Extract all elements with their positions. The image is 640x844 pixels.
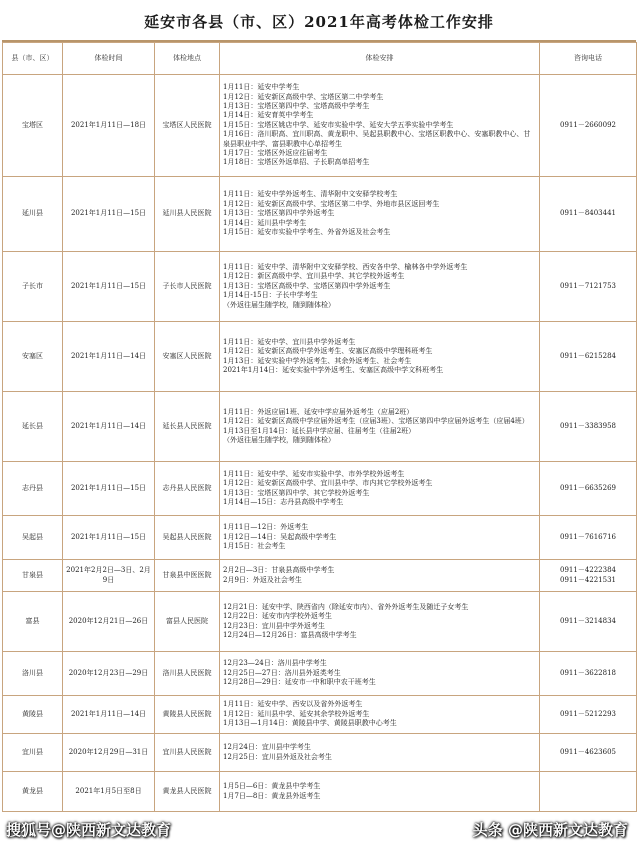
schedule-line: 1月11日：外返应届1班、延安中学应届外返考生（应届2班） bbox=[223, 407, 414, 416]
schedule-cell bbox=[220, 772, 540, 812]
place-cell: 延川县人民医院 bbox=[155, 177, 220, 252]
schedule-line: 2月2日—3日：甘泉县高级中学考生 bbox=[223, 566, 335, 575]
schedule-line: 1月15日：延安市实验中学考生、外省外返及社会考生 bbox=[223, 228, 391, 237]
phone-number: 0911－4623605 bbox=[560, 747, 616, 756]
county-cell: 延川县 bbox=[3, 177, 63, 252]
schedule-cell bbox=[220, 392, 540, 462]
county-cell: 安塞区 bbox=[3, 322, 63, 392]
county-cell: 洛川县 bbox=[3, 652, 63, 696]
schedule-line: 1月7日—8日：黄龙县外返考生 bbox=[223, 791, 321, 800]
schedule-line: 1月13日：宝塔区高级中学、宝塔区第四中学外返考生 bbox=[223, 281, 391, 290]
header-time: 体检时间 bbox=[63, 43, 155, 75]
schedule-line: 1月12日—14日：吴起高级中学考生 bbox=[223, 532, 337, 541]
place-cell: 黄龙县人民医院 bbox=[155, 772, 220, 812]
schedule-cell bbox=[220, 462, 540, 516]
time-cell: 2021年1月11日—14日 bbox=[63, 322, 155, 392]
schedule-line: 1月15日：社会考生 bbox=[223, 542, 286, 551]
schedule-line: 2月9日：外返及社会考生 bbox=[223, 575, 302, 584]
phone-number: 0911－4222384 bbox=[560, 566, 616, 575]
phone-number: 0911－3383958 bbox=[560, 421, 616, 430]
phone-cell bbox=[540, 75, 637, 177]
schedule-line: 1月13日：延安实验中学外返考生、其余外返考生、社会考生 bbox=[223, 356, 412, 365]
table-row bbox=[3, 252, 637, 322]
place-cell: 安塞区人民医院 bbox=[155, 322, 220, 392]
place-cell: 富县人民医院 bbox=[155, 592, 220, 652]
phone-number: 0911－5212293 bbox=[560, 709, 616, 718]
schedule-cell bbox=[220, 516, 540, 560]
schedule-cell bbox=[220, 252, 540, 322]
place-cell: 子长市人民医院 bbox=[155, 252, 220, 322]
place-cell: 宝塔区人民医院 bbox=[155, 75, 220, 177]
schedule-line: 1月5日—6日：黄龙县中学考生 bbox=[223, 782, 321, 791]
schedule-line: 1月12日：延安新区高级中学应届外返考生（应届3班）、宝塔区第四中学应届外返考生（应届4班） bbox=[223, 417, 529, 426]
time-cell: 2021年1月5日至8日 bbox=[63, 772, 155, 812]
schedule-line: 12月22日：延安市内学校外返考生 bbox=[223, 612, 332, 621]
table-row bbox=[3, 75, 637, 177]
schedule-line: 1月12日：延川县中学、延安其余学校外返考生 bbox=[223, 709, 370, 718]
schedule-line: 1月11日：延安中学、宜川县中学外返考生 bbox=[223, 337, 356, 346]
phone-number: 0911－6635269 bbox=[560, 483, 616, 492]
phone-number: 0911－8403441 bbox=[560, 209, 616, 218]
phone-number: 0911－3622818 bbox=[560, 668, 616, 677]
time-cell: 2021年1月11日—18日 bbox=[63, 75, 155, 177]
table-row bbox=[3, 392, 637, 462]
schedule-line: 12月23—24日：洛川县中学考生 bbox=[223, 659, 327, 668]
phone-cell bbox=[540, 696, 637, 734]
time-cell: 2021年1月11日—14日 bbox=[63, 696, 155, 734]
schedule-cell bbox=[220, 652, 540, 696]
schedule-line: 1月11日：延安中学、西安以及省外外返考生 bbox=[223, 700, 363, 709]
place-cell: 延长县人民医院 bbox=[155, 392, 220, 462]
schedule-cell bbox=[220, 696, 540, 734]
phone-number: 0911－3214834 bbox=[560, 616, 616, 625]
schedule-line: 1月18日：宝塔区外返单招、子长职高单招考生 bbox=[223, 158, 370, 167]
county-cell: 志丹县 bbox=[3, 462, 63, 516]
schedule-line: 1月12日：延安新区高级中学、宜川县中学、市内其它学校外返考生 bbox=[223, 479, 433, 488]
schedule-line: 1月11日：延安中学考生 bbox=[223, 83, 300, 92]
schedule-line: 2021年1月14日：延安实验中学外返考生、安塞区高级中学文科班考生 bbox=[223, 365, 444, 374]
schedule-sheet bbox=[2, 2, 636, 840]
table-row bbox=[3, 734, 637, 772]
table-row bbox=[3, 696, 637, 734]
schedule-table bbox=[2, 42, 637, 812]
time-cell: 2021年1月11日—15日 bbox=[63, 462, 155, 516]
place-cell: 志丹县人民医院 bbox=[155, 462, 220, 516]
county-cell: 子长市 bbox=[3, 252, 63, 322]
page-title: 延安市各县（市、区）2021年高考体检工作安排 bbox=[2, 2, 636, 42]
schedule-line: 12月23日：宜川县中学外返考生 bbox=[223, 621, 325, 630]
schedule-line: 1月11日—12日：外返考生 bbox=[223, 523, 309, 532]
schedule-cell bbox=[220, 75, 540, 177]
header-schedule: 体检安排 bbox=[220, 43, 540, 75]
table-body bbox=[3, 75, 637, 812]
schedule-line: 12月24日—12月26日：富县高级中学考生 bbox=[223, 630, 357, 639]
schedule-line: 1月14日：延川县中学考生 bbox=[223, 218, 307, 227]
schedule-cell bbox=[220, 592, 540, 652]
watermark-left: 搜狐号@陕西新文达教育 bbox=[6, 821, 172, 839]
time-cell: 2021年1月11日—15日 bbox=[63, 177, 155, 252]
county-cell: 甘泉县 bbox=[3, 560, 63, 592]
place-cell: 甘泉县中医医院 bbox=[155, 560, 220, 592]
table-row bbox=[3, 560, 637, 592]
place-cell: 吴起县人民医院 bbox=[155, 516, 220, 560]
phone-cell bbox=[540, 392, 637, 462]
schedule-line: 1月17日：宝塔区外返应往届考生 bbox=[223, 149, 328, 158]
header-phone: 咨询电话 bbox=[540, 43, 637, 75]
phone-cell bbox=[540, 592, 637, 652]
phone-cell bbox=[540, 652, 637, 696]
county-cell: 富县 bbox=[3, 592, 63, 652]
place-cell: 宜川县人民医院 bbox=[155, 734, 220, 772]
phone-cell bbox=[540, 560, 637, 592]
phone-cell bbox=[540, 772, 637, 812]
schedule-cell bbox=[220, 322, 540, 392]
phone-number: 0911－6215284 bbox=[560, 351, 616, 360]
county-cell: 吴起县 bbox=[3, 516, 63, 560]
schedule-line: 1月12日：延安新区高级中学、宝塔区第二中学、外地市县区返回考生 bbox=[223, 199, 440, 208]
schedule-line: 12月24日：宜川县中学考生 bbox=[223, 743, 311, 752]
schedule-line: （外返往届生随学校，随到随体检） bbox=[223, 300, 335, 309]
schedule-line: 1月15日：宝塔区姚店中学、延安市实验中学、延安大学五季实验中学考生 bbox=[223, 120, 454, 129]
county-cell: 黄龙县 bbox=[3, 772, 63, 812]
schedule-line: 1月11日：延安中学、延安市实验中学、市外学校外返考生 bbox=[223, 469, 405, 478]
time-cell: 2021年1月11日—14日 bbox=[63, 392, 155, 462]
table-row bbox=[3, 462, 637, 516]
table-row bbox=[3, 652, 637, 696]
header-place: 体检地点 bbox=[155, 43, 220, 75]
phone-number: 0911－2660092 bbox=[560, 120, 616, 129]
schedule-line: 12月21日：延安中学、陕西省内（除延安市内）、省外外返考生及随迁子女考生 bbox=[223, 602, 469, 611]
schedule-cell bbox=[220, 560, 540, 592]
schedule-line: 1月14日—15日：志丹县高级中学考生 bbox=[223, 497, 344, 506]
county-cell: 延长县 bbox=[3, 392, 63, 462]
schedule-cell bbox=[220, 734, 540, 772]
place-cell: 洛川县人民医院 bbox=[155, 652, 220, 696]
phone-cell bbox=[540, 322, 637, 392]
table-header-row bbox=[3, 43, 637, 75]
watermark-right: 头条 @陕西新文达教育 bbox=[472, 821, 628, 839]
schedule-line: 1月12日：延安新区高级中学、宝塔区第二中学考生 bbox=[223, 92, 384, 101]
county-cell: 宜川县 bbox=[3, 734, 63, 772]
schedule-line: 1月13日至1月14日：延长县中学应届、往届考生（往届2班） bbox=[223, 426, 416, 435]
schedule-line: 1月11日：延安中学外返考生、清华附中文安驿学校考生 bbox=[223, 190, 398, 199]
schedule-line: 12月25日—27日：洛川县外返类考生 bbox=[223, 668, 341, 677]
time-cell: 2021年1月11日—15日 bbox=[63, 252, 155, 322]
schedule-line: 1月12日：延安新区高级中学外返考生、安塞区高级中学理科班考生 bbox=[223, 347, 433, 356]
schedule-line: 1月13日：宝塔区第四中学、其它学校外返考生 bbox=[223, 488, 370, 497]
table-row bbox=[3, 322, 637, 392]
schedule-line: （外返往届生随学校，随到随体检） bbox=[223, 435, 335, 444]
table-row bbox=[3, 177, 637, 252]
phone-number: 0911－7121753 bbox=[560, 281, 616, 290]
schedule-line: 12月28日—29日：延安市一中和职中农干班考生 bbox=[223, 678, 376, 687]
phone-cell bbox=[540, 462, 637, 516]
table-row bbox=[3, 592, 637, 652]
schedule-line: 1月13日—1月14日：黄陵县中学、黄陵县职教中心考生 bbox=[223, 719, 397, 728]
header-county: 县（市、区） bbox=[3, 43, 63, 75]
place-cell: 黄陵县人民医院 bbox=[155, 696, 220, 734]
schedule-line: 1月16日：洛川职高、宜川职高、黄龙职中、吴起县职教中心、宝塔区职教中心、安塞职教中心、甘泉县职业中学、富县职教中心单招考生 bbox=[223, 130, 531, 148]
schedule-line: 1月13日：宝塔区第四中学、宝塔高级中学考生 bbox=[223, 101, 370, 110]
schedule-cell bbox=[220, 177, 540, 252]
table-row bbox=[3, 516, 637, 560]
time-cell: 2020年12月21日—26日 bbox=[63, 592, 155, 652]
phone-cell bbox=[540, 177, 637, 252]
schedule-line: 1月14日-15日：子长中学考生 bbox=[223, 291, 318, 300]
time-cell: 2021年2月2日—3日、2月9日 bbox=[63, 560, 155, 592]
county-cell: 宝塔区 bbox=[3, 75, 63, 177]
schedule-line: 1月11日：延安中学、清华附中文安驿学校、西安各中学、榆林各中学外返考生 bbox=[223, 262, 468, 271]
phone-cell bbox=[540, 252, 637, 322]
time-cell: 2020年12月29日—31日 bbox=[63, 734, 155, 772]
time-cell: 2020年12月23日—29日 bbox=[63, 652, 155, 696]
schedule-line: 1月13日：宝塔区第四中学外返考生 bbox=[223, 209, 335, 218]
schedule-line: 1月12日：新区高级中学、宜川县中学、其它学校外返考生 bbox=[223, 272, 405, 281]
phone-cell bbox=[540, 734, 637, 772]
schedule-line: 1月14日：延安育英中学考生 bbox=[223, 111, 314, 120]
table-row bbox=[3, 772, 637, 812]
county-cell: 黄陵县 bbox=[3, 696, 63, 734]
phone-number: 0911－7616716 bbox=[560, 532, 616, 541]
time-cell: 2021年1月11日—15日 bbox=[63, 516, 155, 560]
schedule-line: 12月25日：宜川县外返及社会考生 bbox=[223, 752, 332, 761]
phone-cell bbox=[540, 516, 637, 560]
phone-number: 0911－4221531 bbox=[560, 575, 616, 584]
